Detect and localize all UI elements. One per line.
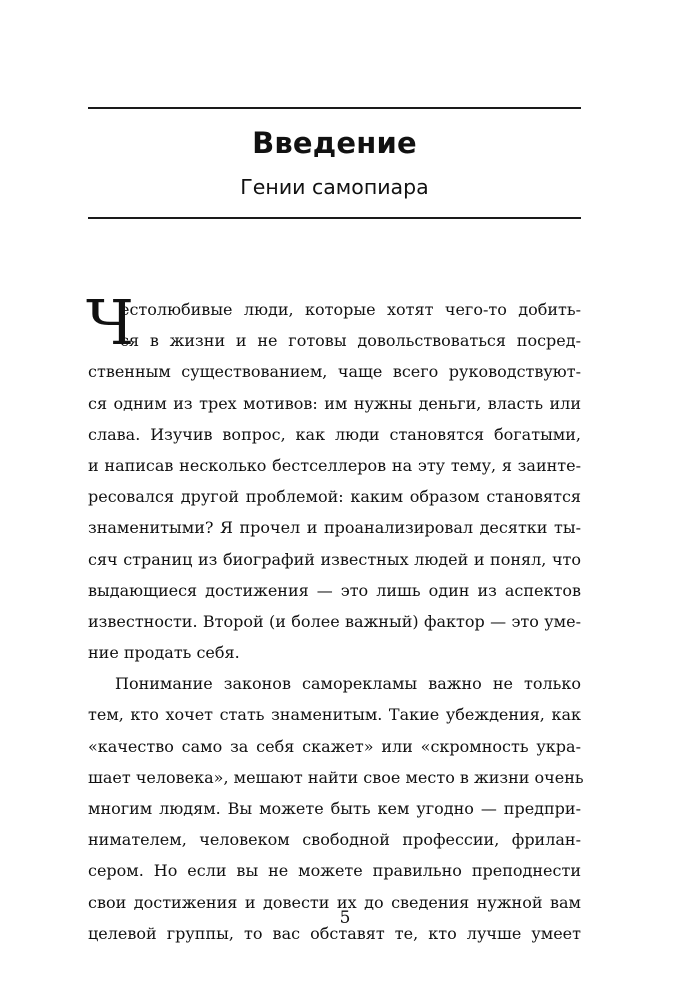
text-line: выдающиеся достижения — это лишь один из аспектов (88, 580, 581, 600)
text-line: и написав несколько бестселлеров на эту тему, я заинте- (88, 455, 581, 475)
body-text (86, 286, 584, 949)
bottom-rule (88, 217, 581, 219)
text-line: известности. Второй (и более важный) фактор — это уме- (88, 611, 581, 631)
text-line: слава. Изучив вопрос, как люди становятся богатыми, (88, 424, 581, 444)
text-line: «качество само за себя скажет» или «скромность укра- (88, 736, 581, 756)
page-number: 5 (339, 908, 351, 928)
text-line: сяч страниц из биографий известных людей и понял, что (88, 549, 581, 569)
text-line: знаменитыми? Я прочел и проанализировал десятки ты- (88, 518, 581, 538)
text-line: целевой группы, то вас обставят те, кто лучше умеет (88, 923, 581, 943)
text-line: тем, кто хочет стать знаменитым. Такие убеждения, как (88, 705, 581, 725)
text-line: ресовался другой проблемой: каким образом становятся (88, 487, 581, 507)
paragraph-1 (86, 286, 581, 668)
text-line: свои достижения и довести их до сведения нужной вам (88, 892, 581, 912)
text-line: ние продать себя. (88, 643, 240, 663)
chapter-title: Введение (252, 126, 417, 160)
text-line: шает человека», мешают найти свое место в жизни очень (88, 767, 584, 787)
text-line: естолюбивые люди, которые хотят чего-то добить- (120, 300, 581, 319)
text-line: Понимание законов саморекламы важно не только (115, 674, 581, 694)
text-line: нимателем, человеком свободной профессии, фрилан- (88, 830, 581, 850)
text-line: ся в жизни и не готовы довольствоваться посред- (120, 331, 581, 351)
text-line: многим людям. Вы можете быть кем угодно — предпри- (88, 799, 581, 818)
chapter-subtitle: Гении самопиара (240, 175, 429, 199)
text-line: ся одним из трех мотивов: им нужны деньги, власть или (88, 393, 581, 413)
text-line: ственным существованием, чаще всего руководствуют- (88, 362, 581, 382)
drop-cap: Ч (86, 286, 134, 359)
top-rule (88, 107, 581, 109)
text-line: сером. Но если вы не можете правильно преподнести (88, 861, 581, 881)
